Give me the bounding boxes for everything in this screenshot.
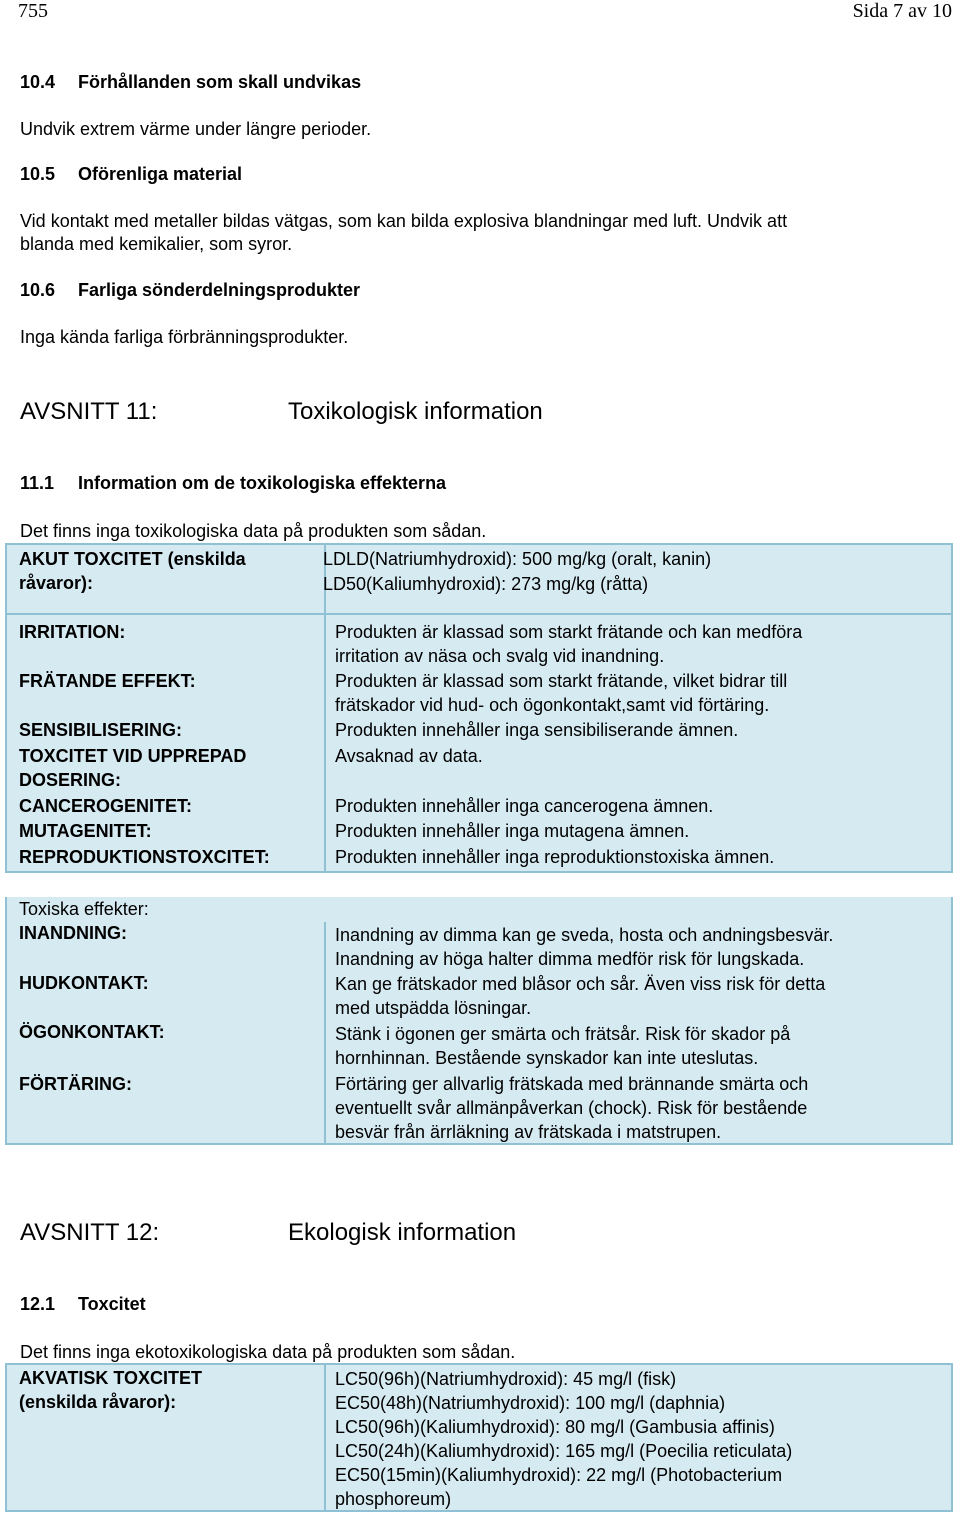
corrosive-label: FRÄTANDE EFFEKT: <box>19 671 196 691</box>
subsection-10-6-heading <box>20 279 360 301</box>
eye-contact-label: ÖGONKONTAKT: <box>19 1022 165 1042</box>
aquatic-value-line1: LC50(96h)(Natriumhydroxid): 45 mg/l (fisk) <box>335 1369 677 1389</box>
subsection-10-5-text-line2: blanda med kemikalier, som syror. <box>20 234 293 254</box>
row-divider <box>7 613 951 615</box>
reproductive-toxicity-value: Produkten innehåller inga reproduktionstoxiska ämnen. <box>335 847 775 867</box>
section-title: Toxikologisk information <box>288 398 543 425</box>
subsection-11-1-heading <box>20 472 446 494</box>
subsection-12-1-intro: Det finns inga ekotoxikologiska data på produkten som sådan. <box>20 1342 516 1362</box>
corrosive-value-line1: Produkten är klassad som starkt frätande, vilket bidrar till <box>335 671 788 691</box>
aquatic-toxicity-label-line2: (enskilda råvaror): <box>19 1392 177 1412</box>
inhalation-value-line1: Inandning av dimma kan ge sveda, hosta och andningsbesvär. <box>335 925 834 945</box>
subsection-12-1-heading <box>20 1293 146 1315</box>
mutagenicity-label: MUTAGENITET: <box>19 821 152 841</box>
subsection-number: 11.1 <box>20 473 55 493</box>
subsection-10-5-heading <box>20 163 242 185</box>
sensitisation-label: SENSIBILISERING: <box>19 720 183 740</box>
subsection-title: Farliga sönderdelningsprodukter <box>78 280 361 300</box>
subsection-number: 10.6 <box>20 280 56 300</box>
aquatic-value-line3: LC50(96h)(Kaliumhydroxid): 80 mg/l (Gambusia affinis) <box>335 1417 775 1437</box>
toxic-effects-table <box>5 897 953 1145</box>
section-number: AVSNITT 11: <box>20 398 158 425</box>
mutagenicity-value: Produkten innehåller inga mutagena ämnen. <box>335 821 690 841</box>
acute-toxicity-value-line2: LD50(Kaliumhydroxid): 273 mg/kg (råtta) <box>323 574 649 594</box>
aquatic-value-line6: phosphoreum) <box>335 1489 452 1509</box>
acute-toxicity-label-line2: råvaror): <box>19 573 94 593</box>
section-number: AVSNITT 12: <box>20 1219 160 1246</box>
carcinogenicity-label: CANCEROGENITET: <box>19 796 193 816</box>
page-number: Sida 7 av 10 <box>852 0 952 22</box>
reproductive-toxicity-label: REPRODUKTIONSTOXCITET: <box>19 847 270 867</box>
ingestion-label: FÖRTÄRING: <box>19 1074 132 1094</box>
subsection-title: Oförenliga material <box>78 164 243 184</box>
acute-toxicity-value-line1: LDLD(Natriumhydroxid): 500 mg/kg (oralt, kanin) <box>323 549 712 569</box>
subsection-title: Toxcitet <box>78 1294 146 1314</box>
subsection-title: Förhållanden som skall undvikas <box>78 72 362 92</box>
section-11-heading <box>20 398 920 428</box>
subsection-11-1-intro: Det finns inga toxikologiska data på produkten som sådan. <box>20 521 487 541</box>
column-divider <box>324 1365 326 1510</box>
toxicology-table <box>5 543 953 873</box>
skin-contact-value-line2: med utspädda lösningar. <box>335 998 532 1018</box>
skin-contact-label: HUDKONTAKT: <box>19 973 149 993</box>
aquatic-toxicity-label-line1: AKVATISK TOXCITET <box>19 1368 203 1388</box>
irritation-value-line1: Produkten är klassad som starkt frätande och kan medföra <box>335 622 803 642</box>
acute-toxicity-label-line1: AKUT TOXCITET (enskilda <box>19 549 246 569</box>
corrosive-value-line2: frätskador vid hud- och ögonkontakt,samt vid förtäring. <box>335 695 770 715</box>
skin-contact-value-line1: Kan ge frätskador med blåsor och sår. Även viss risk för detta <box>335 974 826 994</box>
irritation-value-line2: irritation av näsa och svalg vid inandning. <box>335 646 665 666</box>
aquatic-value-line5: EC50(15min)(Kaliumhydroxid): 22 mg/l (Photobacterium <box>335 1465 783 1485</box>
subsection-number: 12.1 <box>20 1294 56 1314</box>
subsection-10-4-heading <box>20 71 361 93</box>
subsection-10-6-text: Inga kända farliga förbränningsprodukter. <box>20 327 349 347</box>
eye-contact-value-line2: hornhinnan. Bestående synskador kan inte uteslutas. <box>335 1048 759 1068</box>
subsection-number: 10.5 <box>20 164 56 184</box>
aquatic-value-line2: EC50(48h)(Natriumhydroxid): 100 mg/l (daphnia) <box>335 1393 726 1413</box>
repeat-dose-label-line1: TOXCITET VID UPPREPAD <box>19 746 247 766</box>
subsection-title: Information om de toxikologiska effekterna <box>78 473 447 493</box>
sensitisation-value: Produkten innehåller inga sensibiliserande ämnen. <box>335 720 739 740</box>
carcinogenicity-value: Produkten innehåller inga cancerogena ämnen. <box>335 796 714 816</box>
subsection-number: 10.4 <box>20 72 56 92</box>
section-12-heading <box>20 1219 920 1249</box>
ingestion-value-line3: besvär från ärrläkning av frätskada i matstrupen. <box>335 1122 722 1142</box>
page-header-left: 755 <box>18 0 48 22</box>
ingestion-value-line1: Förtäring ger allvarlig frätskada med brännande smärta och <box>335 1074 809 1094</box>
ingestion-value-line2: eventuellt svår allmänpåverkan (chock). Risk för bestående <box>335 1098 808 1118</box>
repeat-dose-label-line2: DOSERING: <box>19 770 122 790</box>
aquatic-value-line4: LC50(24h)(Kaliumhydroxid): 165 mg/l (Poecilia reticulata) <box>335 1441 793 1461</box>
toxic-effects-heading: Toxiska effekter: <box>19 899 149 919</box>
section-title: Ekologisk information <box>288 1219 517 1246</box>
aquatic-toxicity-table <box>5 1363 953 1512</box>
column-divider <box>324 922 326 1143</box>
inhalation-label: INANDNING: <box>19 923 127 943</box>
subsection-10-4-text: Undvik extrem värme under längre perioder. <box>20 119 372 139</box>
repeat-dose-value: Avsaknad av data. <box>335 746 483 766</box>
irritation-label: IRRITATION: <box>19 622 126 642</box>
subsection-10-5-text-line1: Vid kontakt med metaller bildas vätgas, som kan bilda explosiva blandningar med luft. Undvik att <box>20 211 788 231</box>
inhalation-value-line2: Inandning av höga halter dimma medför risk för lungskada. <box>335 949 805 969</box>
eye-contact-value-line1: Stänk i ögonen ger smärta och frätsår. Risk för skador på <box>335 1024 791 1044</box>
